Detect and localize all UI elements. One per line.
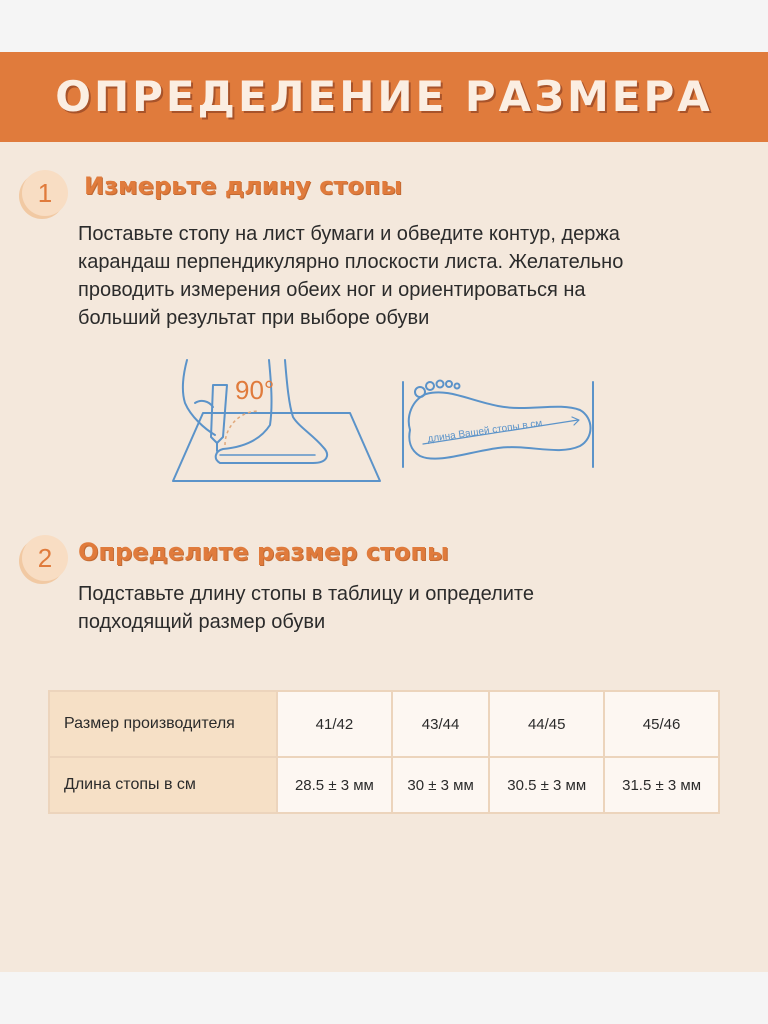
toe-shape [437,381,444,388]
insole-label: длина Вашей стопы в см [426,417,543,445]
step-2-badge: 2 [22,535,68,581]
step-1-line: Поставьте стопу на лист бумаги и обведите контур, держа [78,223,620,245]
table-cell: 30 ± 3 мм [392,757,489,813]
table-cell: 43/44 [392,691,489,757]
insole-illustration [398,372,603,472]
toe-shape [446,381,452,387]
step-1-line: больший результат при выборе обуви [78,307,430,329]
table-row [49,757,719,813]
table-cell: 28.5 ± 3 мм [277,757,392,813]
table-row [49,691,719,757]
hand-outline [183,360,215,435]
table-cell: 41/42 [277,691,392,757]
row-header-length: Длина стопы в см [49,757,277,813]
page-title: ОПРЕДЕЛЕНИЕ РАЗМЕРА [55,72,713,121]
step-2-line: Подставьте длину стопы в таблицу и определите [78,583,534,605]
step-1-line: проводить измерения обеих ног и ориентироваться на [78,279,586,301]
toe-shape [455,384,460,389]
row-header-size: Размер производителя [49,691,277,757]
table-cell: 45/46 [604,691,719,757]
table-cell: 31.5 ± 3 мм [604,757,719,813]
foot-measure-illustration [165,355,395,490]
step-2-title: Определите размер стопы [78,538,449,566]
toe-shape [415,387,425,397]
table-cell: 44/45 [489,691,604,757]
step-2-description [78,580,534,636]
step-2-line: подходящий размер обуви [78,611,326,633]
step-1-description [78,220,623,332]
step-1-badge: 1 [22,170,68,216]
table-cell: 30.5 ± 3 мм [489,757,604,813]
step-1-line: карандаш перпендикулярно плоскости листа. Желательно [78,251,624,273]
angle-label: 90° [235,375,275,405]
toe-shape [426,382,434,390]
size-table [48,690,720,814]
step-1-title: Измерьте длину стопы [84,172,403,200]
paper-sheet-shape [173,413,380,481]
